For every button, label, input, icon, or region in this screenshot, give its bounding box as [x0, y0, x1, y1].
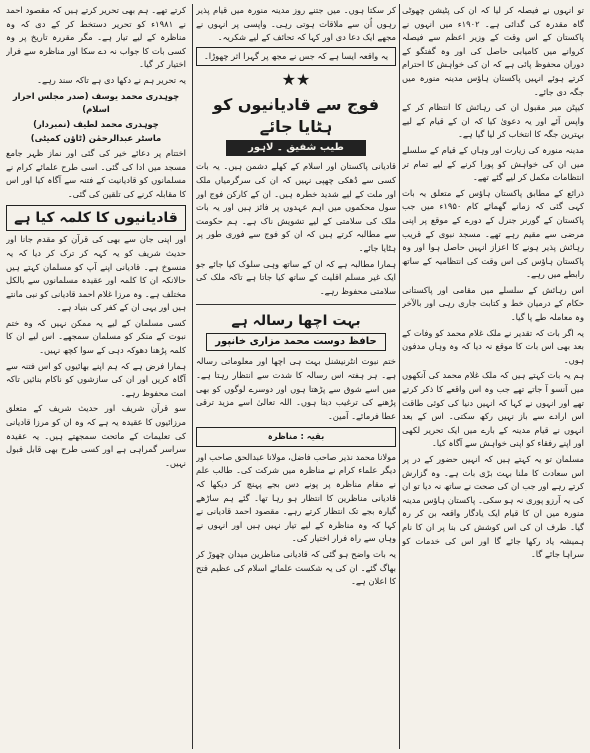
signatory: چوہدری محمد لطیف (نمبردار) [33, 118, 159, 129]
left-column [6, 4, 186, 749]
paragraph: سو قرآن شریف اور حدیث شریف کے متعلق مرزائیوں کا عقیدہ یہ ہے کہ وہ ان کو مرزا قادیانی کی تعلیمات کے ماتحت سمجھتے ہیں۔ یہ عقیدہ سراسر گمراہی ہے اور کسی طرح بھی قابل قبول نہیں۔ [6, 403, 186, 468]
divider [196, 304, 396, 305]
continuation-label: بقیہ : مناظرہ [196, 427, 396, 447]
paragraph: یہ اگر بات کہ تقدیر نے ملک غلام محمد کو وفات کے بعد بھی اس بات کا موقع نہ دیا کہ وہ وہاں مدفون ہوں۔ [402, 327, 584, 365]
article-byline: حافظ دوست محمد مزاری خانپور [206, 333, 386, 351]
paragraph: ہمارا فرض ہے کہ ہم اپنے بھائیوں کو اس فتنہ سے آگاہ کریں اور ان کی سازشوں کو ناکام بنائیں تاکہ امت محفوظ رہے۔ [6, 360, 186, 398]
article-heading: فوج سے قادیانیوں کو ہٹایا جائے [212, 95, 380, 137]
paragraph: قادیانی پاکستان اور اسلام کے کھلے دشمن ہیں۔ یہ بات کسی سے ڈھکی چھپی نہیں کہ ان کی سرگرمیاں ملک اور ملت کے لیے شدید خطرہ ہیں۔ ان کے کارکن فوج اور سول محکموں میں اہم عہدوں پر فائز ہیں اور یہ بات ملک کی سلامتی کے لیے تشویش ناک ہے۔ ہم حکومت سے مطالبہ کرتے ہیں کہ ان کو فوج سے فوری طور پر ہٹایا جائے۔ [196, 161, 396, 253]
paragraph: ذرائع کے مطابق پاکستان ہاؤس کے متعلق یہ بات کہی گئی کہ زمانے گھمائے کام ۱۹۵۰ء میں جب پاکستان کے گورنر جنرل کے دورے کے موقع پر اپنی مرضی سے مقیم رہے تھے۔ مسجد نبوی کے قریب رہائش پذیر ہونے کا اعزاز انہیں حاصل ہوا اور وہ پاکستان ہاؤس کی اس وقت کی انتظامیہ کے ساتھ رابطے میں رہے۔ [402, 187, 584, 280]
paragraph: کیپٹن میر مقبول ان کی رہائش کا انتظام کر کے واپس آئے اور یہ دعویٰ کیا کہ ان کے قیام کے لیے بہترین جگہ کا انتخاب کر لیا گیا ہے۔ [402, 102, 584, 140]
paragraph: یہ بات واضح ہو گئی کہ قادیانی مناظرین میدان چھوڑ کر بھاگ گئے۔ ان کی یہ شکست علمائے اسلام کی عظیم فتح کا اعلان ہے۔ [196, 549, 396, 587]
paragraph: اور اپنی جان سے بھی کی قرآن کو مقدم جانا اور حدیث شریف کو یہ کہہ کر ترک کر دیا کہ یہ منسوخ ہے۔ قادیانی اپنے آپ کو مسلمان کہتے ہیں حالانکہ ان کا کلمہ اور عقیدہ مسلمانوں سے بالکل مختلف ہے۔ وہ مرزا غلام احمد قادیانی کو نبی مانتے ہیں اور یہی ان کے کفر کی بنیاد ہے۔ [6, 234, 186, 313]
article-heading: بہت اچھا رسالہ ہے [231, 313, 361, 330]
boxed-note: یہ واقعہ ایسا ہے کہ جس نے مجھ پر گہرا اثر چھوڑا۔ [196, 47, 396, 67]
paragraph: ہم یہ بات کہتے ہیں کہ ملک غلام محمد کی آنکھوں میں آنسو آ جاتے تھے جب وہ اس واقعے کا ذکر کرتے تھے اور انہوں نے کہا کہ انہیں دنیا کی کوئی طاقت اس ارادے سے باز نہیں رکھ سکتی۔ اس کے بعد انہوں نے قیام مدینہ کے بارے میں ایک تحریر لکھی اور اپنے رفقاء کو اپنی خواہش سے آگاہ کیا۔ [402, 370, 584, 449]
paragraph: یہ تحریر ہم نے دکھا دی ہے تاکہ سند رہے۔ [37, 74, 186, 85]
signatory: چوہدری محمد یوسف (صدر مجلس احرار اسلام) [12, 90, 180, 115]
article-heading: قادیانیوں کا کلمہ کیا ہے [6, 205, 186, 231]
column-divider [192, 4, 193, 749]
middle-column [196, 4, 396, 749]
column-divider [399, 4, 400, 749]
paragraph: کر سکتا ہوں۔ میں جتنے روز مدینہ منورہ میں قیام پذیر رہوں اُن سے ملاقات ہوتی رہی۔ واپسی پر انہوں نے مجھے ایک دعا دی اور کہا کہ تحائف کے لیے شکریہ۔ [196, 5, 396, 43]
paragraph: مسلمان تو یہ کہتے ہیں کہ انہیں حضور کے در پر اس سعادت کا ملنا بہت بڑی بات ہے۔ وہ گزارش کرتے رہے اور جب ان کی صحت نے ساتھ نہ دیا تو ان کی یہ آرزو پوری نہ ہو سکی۔ پاکستان ہاؤس مدینہ منورہ میں ان کا قیام ایک یادگار واقعہ بن کر رہ گیا۔ طرف ان کی اس کوشش کی بنا پر ان کا نام ہمیشہ یاد رکھا جائے گا اور اس کی خدمات کو سراہا جائے گا۔ [402, 454, 584, 560]
paragraph: مدینہ منورہ کی زیارت اور وہاں کے قیام کے سلسلے میں ان کی خواہش کو پورا کرنے کے لیے تمام تر انتظامات مکمل کر لیے گئے تھے۔ [402, 144, 584, 183]
paragraph: ختم نبوت انٹرنیشنل بہت ہی اچھا اور معلوماتی رسالہ ہے۔ ہر ہفتہ اس رسالہ کا شدت سے انتظار رہتا ہے۔ میں اسے شوق سے پڑھتا ہوں اور دوسرے لوگوں کو بھی پڑھنے کی ترغیب دیتا ہوں۔ اللہ تعالیٰ اسے مزید ترقی عطا فرمائے۔ آمین۔ [196, 356, 396, 421]
paragraph: مولانا محمد نذیر صاحب فاضل، مولانا عبدالحق صاحب اور دیگر علماء کرام نے مناظرہ میں شرکت کی۔ طالب علم نے مقام مناظرہ پر پونے دس بجے پہنچ کر دیکھا کہ قادیانی مناظرین کا انتظار ہو رہا تھا۔ گئے ہم ساڑھے گیارہ بجے تک انتظار کرتے رہے۔ مقصود احمد قادیانی نے کہا کہ وہ مناظرہ کے لیے تیار نہیں ہیں اور انہوں نے وہاں سے راہ فرار اختیار کی۔ [196, 451, 396, 544]
article-byline: طیب شفیق ۔ لاہور [226, 140, 366, 156]
paragraph: اختتام پر دعائے خیر کی گئی اور نماز ظہر جامع مسجد میں ادا کی گئی۔ اسی طرح علمائے کرام نے مسلمانوں کو قادیانیت کے فتنہ سے آگاہ کیا اور اس کا مقابلہ کرنے کی تلقین کی گئی۔ [6, 147, 186, 199]
star-ornament: ★★ [281, 70, 311, 90]
paragraph: کسی مسلمان کے لیے یہ ممکن نہیں کہ وہ ختم نبوت کے منکر کو مسلمان سمجھے۔ اس لیے ان کا کلمہ پڑھنا دھوکہ دہی کے سوا کچھ نہیں۔ [6, 317, 186, 356]
paragraph: اس رہائش کے سلسلے میں مقامی اور پاکستانی حکام کے درمیان خط و کتابت جاری رہی اور بالآخر وہ معاملہ طے پا گیا۔ [402, 284, 584, 323]
paragraph: ہمارا مطالبہ ہے کہ ان کے ساتھ وہی سلوک کیا جائے جو ایک غیر مسلم اقلیت کے ساتھ کیا جاتا ہے تاکہ ملک کی سلامتی محفوظ رہے۔ [196, 258, 396, 296]
paragraph: تو انہوں نے فیصلہ کر لیا کہ ان کی پٹیشن چھوٹی گاہ مقدرہ کی گدائی ہے۔ ۱۹۰۲ء میں انہوں نے پاکستان کے اس وقت کے وزیر اعظم سے فیصلہ کروانے میں کامیابی حاصل کی اور وہ گفتگو کے دوران محفوظ پائی ہے کہ ان کی خواہش کا احترام کرتے ہوئے انہیں پاکستان ہاؤس مدینہ منورہ میں جگہ دی جائے۔ [402, 5, 584, 97]
right-column [402, 4, 584, 749]
signatory: ماسٹر عبدالرحمٰن (ٹاؤن کمیٹی) [30, 133, 162, 144]
paragraph: کرتے تھے۔ ہم بھی تحریر کرتے ہیں کہ مقصود احمد نے ۱۹۸۱ء کو تحریر دستخط کر کے دی کہ وہ مناظرہ کے لیے تیار ہے۔ مگر مقررہ تاریخ پر وہ کسی بات کا جواب نہ دے سکا اور مناظرہ سے فرار اختیار کر گیا۔ [6, 5, 186, 70]
